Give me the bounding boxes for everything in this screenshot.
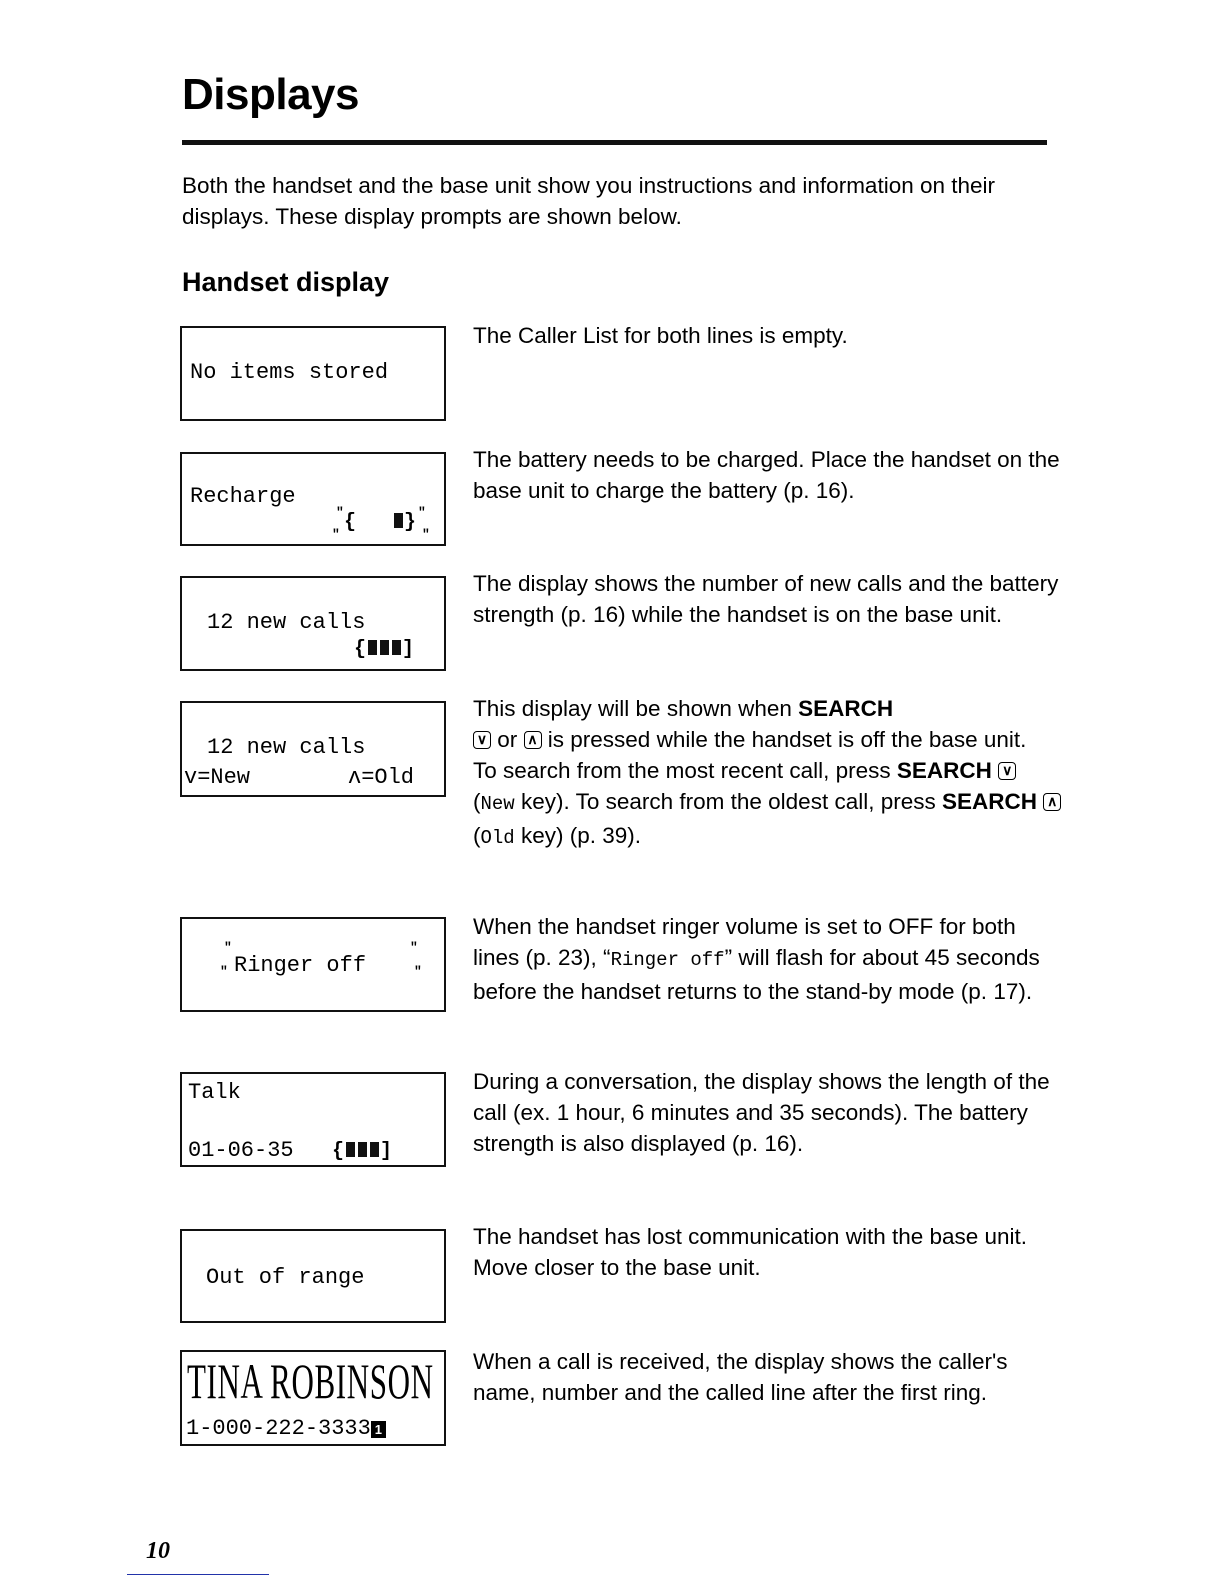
description-recharge: The battery needs to be charged. Place the handset on the base unit to charge the battery (p. 16).	[473, 447, 1060, 503]
caller-number: 1-000-222-3333 1	[186, 1416, 386, 1441]
lcd-line-1: Recharge	[190, 484, 296, 509]
lcd-ringer-off	[180, 917, 446, 1012]
lcd-recharge	[180, 452, 446, 546]
page-number: 10	[146, 1538, 170, 1564]
lcd-no-items	[180, 326, 446, 421]
line-1-badge-icon: 1	[371, 1421, 386, 1438]
search-key-label: SEARCH	[941, 789, 1037, 814]
caller-name: TINA ROBINSON	[187, 1353, 434, 1409]
ringer-off-label: Ringer off	[610, 949, 725, 971]
lcd-out-of-range	[180, 1229, 446, 1323]
up-key-icon: ∧	[524, 731, 542, 749]
flash-mark-icon: ″	[224, 940, 232, 955]
lcd-new-calls-search	[180, 701, 446, 797]
lcd-line-1: Ringer off	[234, 953, 367, 978]
page-number-rule	[127, 1574, 269, 1575]
lcd-line-1: No items stored	[190, 360, 389, 385]
description-no-items: The Caller List for both lines is empty.	[473, 323, 848, 348]
down-key-icon: ∨	[998, 762, 1016, 780]
lcd-line-2-timer: 01-06-35	[188, 1138, 294, 1163]
description-talk: During a conversation, the display shows the length of the call (ex. 1 hour, 6 minutes and 35 seconds). The battery strength is also displayed (p. 16).	[473, 1069, 1050, 1156]
lcd-line-1: 12 new calls	[207, 610, 366, 635]
intro-paragraph: Both the handset and the base unit show you instructions and information on their displays. These display prompts are shown below.	[182, 173, 996, 229]
battery-full-icon: { ]	[354, 638, 415, 661]
page-title: Displays	[182, 70, 359, 119]
up-key-icon: ∧	[1043, 793, 1061, 811]
lcd-talk	[180, 1072, 446, 1167]
lcd-new-calls-base	[180, 576, 446, 671]
new-key-label: New	[480, 793, 515, 815]
lcd-caller-id	[180, 1350, 446, 1446]
flash-mark-icon: ″	[336, 505, 344, 520]
old-key-label: Old	[480, 827, 515, 849]
flash-mark-icon: ″	[418, 505, 426, 520]
flash-mark-icon: ″	[410, 940, 418, 955]
section-heading: Handset display	[182, 267, 390, 297]
description-new-calls-base: The display shows the number of new calls and the battery strength (p. 16) while the handset is on the base unit.	[473, 571, 1059, 627]
description-caller-id: When a call is received, the display shows the caller's name, number and the called line after the first ring.	[473, 1349, 1008, 1405]
description-out-of-range: The handset has lost communication with the base unit. Move closer to the base unit.	[473, 1224, 1028, 1280]
lcd-line-1: Out of range	[206, 1265, 365, 1290]
down-key-icon: ∨	[473, 731, 491, 749]
title-divider	[182, 140, 1047, 145]
description-ringer-off: When the handset ringer volume is set to OFF for both lines (p. 23), “Ringer off” will flash for about 45 seconds before the handset returns to the stand-by mode (p. 17).	[473, 914, 1040, 1004]
lcd-line-2-old: ʌ=Old	[348, 765, 415, 790]
search-key-label: SEARCH	[798, 696, 894, 721]
battery-empty-icon: { }	[344, 511, 417, 534]
lcd-line-1: 12 new calls	[207, 735, 366, 760]
description-new-calls-search: This display will be shown when SEARCH ∨ or ∧ is pressed while the handset is off the base unit. To search from the most recent call, press SEARCH ∨ (New key). To search from the oldest call, press SEARCH ∧ (Old key) (p. 39).	[473, 693, 1063, 854]
battery-full-icon: { ]	[332, 1140, 393, 1163]
flash-mark-icon: ″	[422, 527, 430, 542]
flash-mark-icon: ″	[220, 964, 228, 979]
flash-mark-icon: ″	[332, 527, 340, 542]
lcd-line-1: Talk	[188, 1080, 241, 1105]
search-key-label: SEARCH	[896, 758, 992, 783]
flash-mark-icon: ″	[414, 964, 422, 979]
lcd-line-2-new: v=New	[184, 765, 251, 790]
